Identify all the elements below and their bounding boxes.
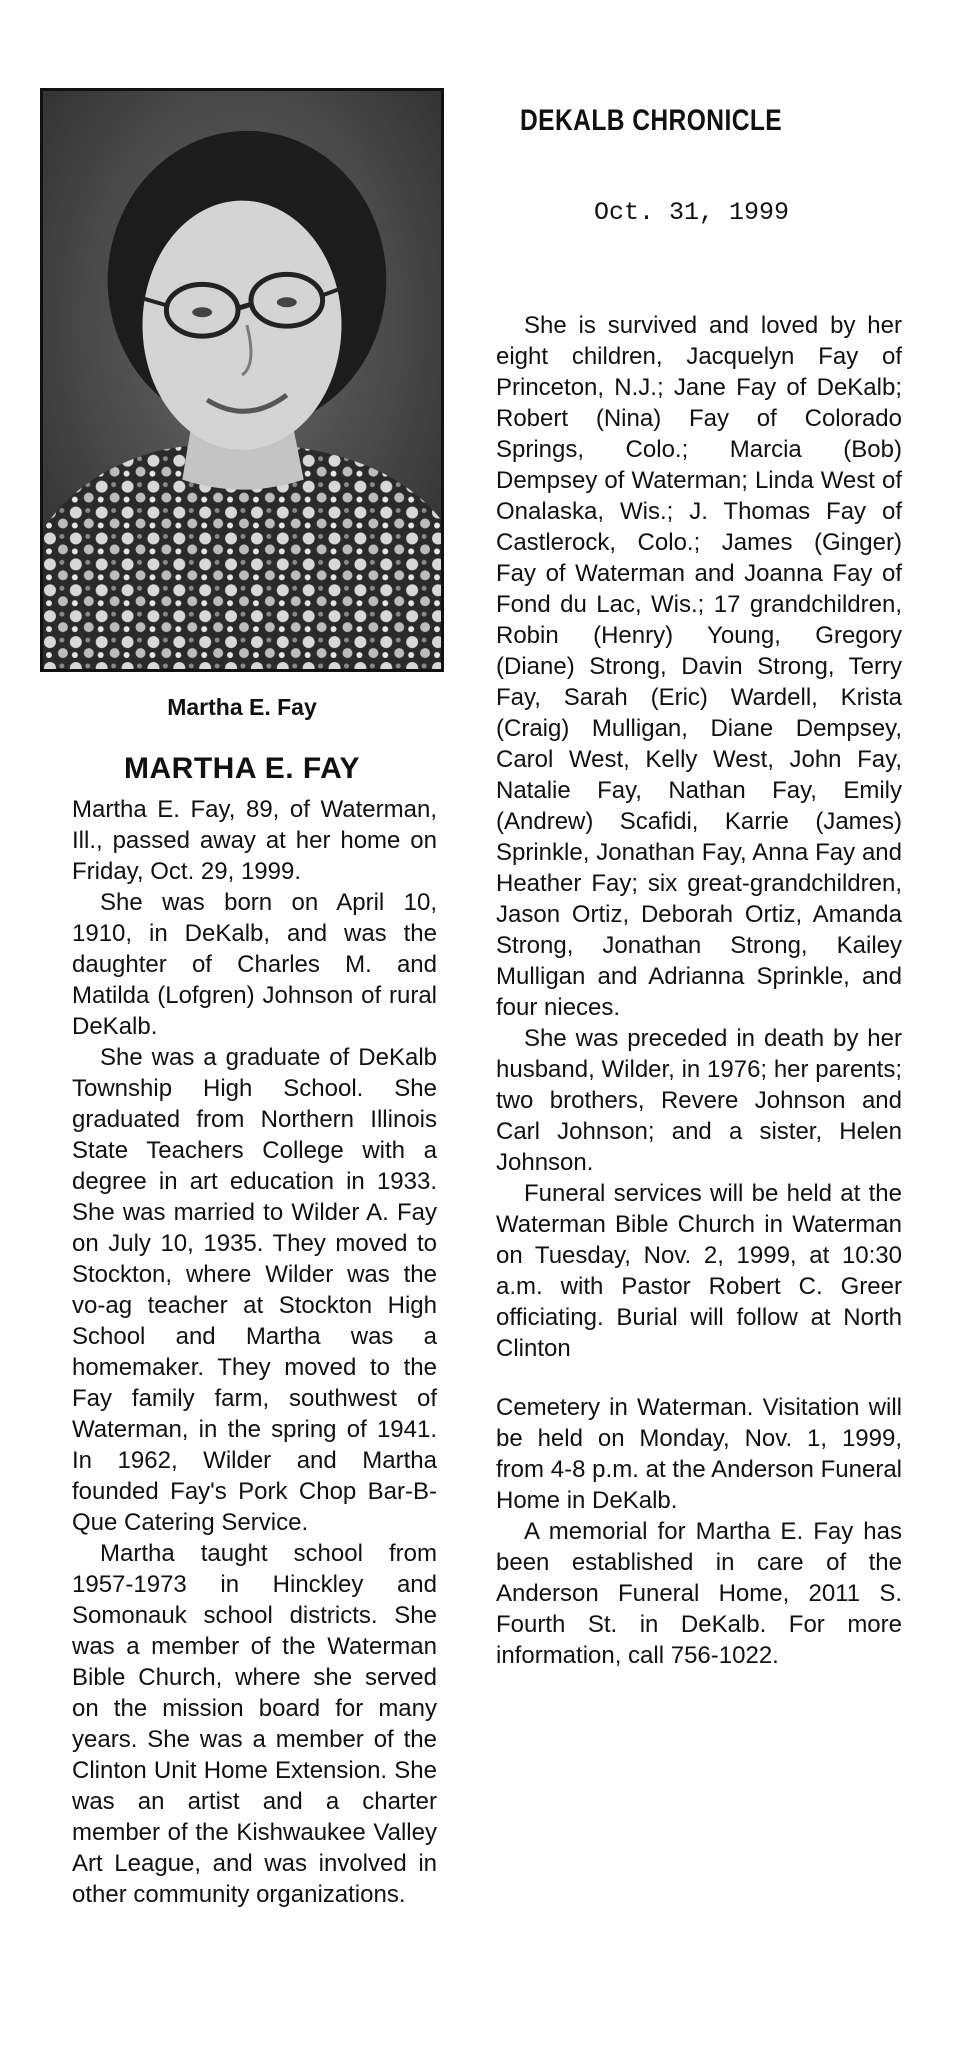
paragraph: Funeral services will be held at the Waterman Bible Church in Waterman on Tuesday, Nov. 2, 1999, at 10:30 a.m. with Pastor Robert C. Greer officiating. Burial will follow at North Clinton (496, 1180, 902, 1362)
newspaper-masthead: DEKALB CHRONICLE (520, 104, 783, 137)
paragraph: Martha E. Fay, 89, of Waterman, Ill., passed away at her home on Friday, Oct. 29, 1999. (72, 796, 437, 885)
paragraph: She is survived and loved by her eight children, Jacquelyn Fay of Princeton, N.J.; Jane Fay of DeKalb; Robert (Nina) Fay of Colorado Springs, Colo.; Marcia (Bob) Dempsey of Waterman; Linda West of Onalaska, Wis.; J. Thomas Fay of Castlerock, Colo.; James (Ginger) Fay of Waterman and Joanna Fay of Fond du Lac, Wis.; 17 grandchildren, Robin (Henry) Young, Gregory (Diane) Strong, Davin Strong, Terry Fay, Sarah (Eric) Wardell, Krista (Craig) Mulligan, Diane Dempsey, Carol West, Kelly West, John Fay, Natalie Fay, Nathan Fay, Emily (Andrew) Scafidi, Karrie (James) Sprinkle, Jonathan Fay, Anna Fay and Heather Fay; six great-grandchildren, Jason Ortiz, Deborah Ortiz, Amanda Strong, Jonathan Strong, Kailey Mulligan and Adrianna Sprinkle, and four nieces. (496, 312, 902, 1021)
paragraph: She was preceded in death by her husband, Wilder, in 1976; her parents; two brothers, Revere Johnson and Carl Johnson; and a sister, Helen Johnson. (496, 1025, 902, 1176)
paragraph: She was a graduate of DeKalb Township High School. She graduated from Northern Illinois State Teachers College with a degree in art education in 1933. She was married to Wilder A. Fay on July 10, 1935. They moved to Stockton, where Wilder was the vo-ag teacher at Stockton High School and Martha was a homemaker. They moved to the Fay family farm, southwest of Waterman, in the spring of 1941. In 1962, Wilder and Martha founded Fay's Pork Chop Bar-B-Que Catering Service. (72, 1044, 437, 1536)
paragraph: She was born on April 10, 1910, in DeKalb, and was the daughter of Charles M. and Matilda (Lofgren) Johnson of rural DeKalb. (72, 889, 437, 1040)
publication-date: Oct. 31, 1999 (594, 198, 790, 227)
obituary-heading: MARTHA E. FAY (124, 752, 360, 785)
paragraph: Martha taught school from 1957-1973 in Hinckley and Somonauk school districts. She was a member of the Waterman Bible Church, where she served on the mission board for many years. She was a member of the Clinton Unit Home Extension. She was an artist and a charter member of the Kishwaukee Valley Art League, and was involved in other community organizations. (72, 1540, 437, 1908)
photo-caption: Martha E. Fay (167, 694, 317, 720)
portrait-photo (40, 88, 444, 672)
left-column (72, 794, 437, 1910)
paragraph: Cemetery in Waterman. Visitation will be held on Monday, Nov. 1, 1999, from 4-8 p.m. at the Anderson Funeral Home in DeKalb. (496, 1394, 902, 1514)
paragraph: A memorial for Martha E. Fay has been established in care of the Anderson Funeral Home, 2011 S. Fourth St. in DeKalb. For more information, call 756-1022. (496, 1518, 902, 1669)
right-column (496, 310, 902, 1671)
